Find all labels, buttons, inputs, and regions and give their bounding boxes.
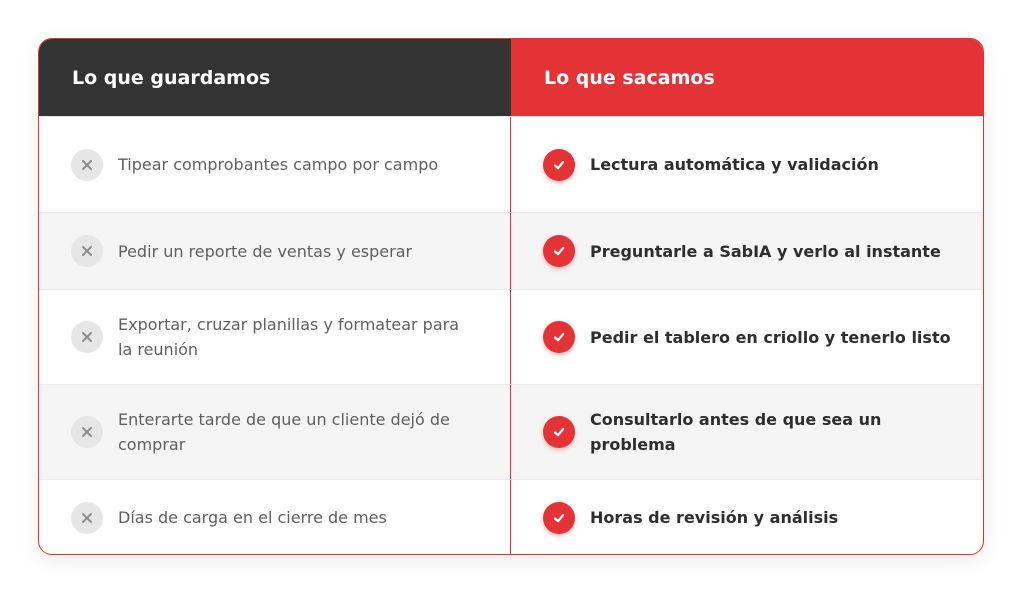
row-right-text: Preguntarle a SabIA y verlo al instante: [590, 241, 941, 261]
table-row: [39, 212, 983, 289]
row-right-text: Consultarlo antes de que sea un problema: [590, 410, 882, 454]
row-left-text: Días de carga en el cierre de mes: [118, 508, 387, 527]
header-left: [39, 39, 511, 116]
header-left-title: Lo que guardamos: [72, 66, 271, 89]
check-icon: [543, 235, 575, 267]
row-left-cell: [39, 290, 511, 384]
header-right-title: Lo que sacamos: [544, 66, 715, 89]
check-icon: [543, 321, 575, 353]
row-right-text: Pedir el tablero en criollo y tenerlo listo: [590, 327, 951, 347]
check-icon: [543, 502, 575, 534]
x-icon: [71, 235, 103, 267]
row-left-cell: [39, 117, 511, 212]
row-right-cell: [511, 480, 983, 555]
check-icon: [543, 416, 575, 448]
x-icon: [71, 149, 103, 181]
table-row: [39, 479, 983, 555]
x-icon: [71, 416, 103, 448]
row-left-text: Tipear comprobantes campo por campo: [118, 155, 439, 174]
table-row: [39, 289, 983, 384]
row-right-cell: [511, 117, 983, 212]
header-right: [511, 39, 983, 116]
row-left-text: Pedir un reporte de ventas y esperar: [118, 241, 413, 261]
x-icon: [71, 321, 103, 353]
row-right-cell: [511, 213, 983, 289]
table-header: [39, 39, 983, 116]
row-right-cell: [511, 385, 983, 479]
row-left-text: Enterarte tarde de que un cliente dejó de comprar: [118, 410, 450, 454]
table-row: [39, 116, 983, 212]
row-left-text: Exportar, cruzar planillas y formatear para la reunión: [118, 315, 460, 359]
check-icon: [543, 149, 575, 181]
row-right-text: Horas de revisión y análisis: [590, 508, 839, 527]
comparison-table: [38, 38, 984, 555]
x-icon: [71, 502, 103, 534]
row-left-cell: [39, 480, 511, 555]
row-left-cell: [39, 213, 511, 289]
row-left-cell: [39, 385, 511, 479]
table-row: [39, 384, 983, 479]
row-right-cell: [511, 290, 983, 384]
row-right-text: Lectura automática y validación: [590, 155, 879, 174]
